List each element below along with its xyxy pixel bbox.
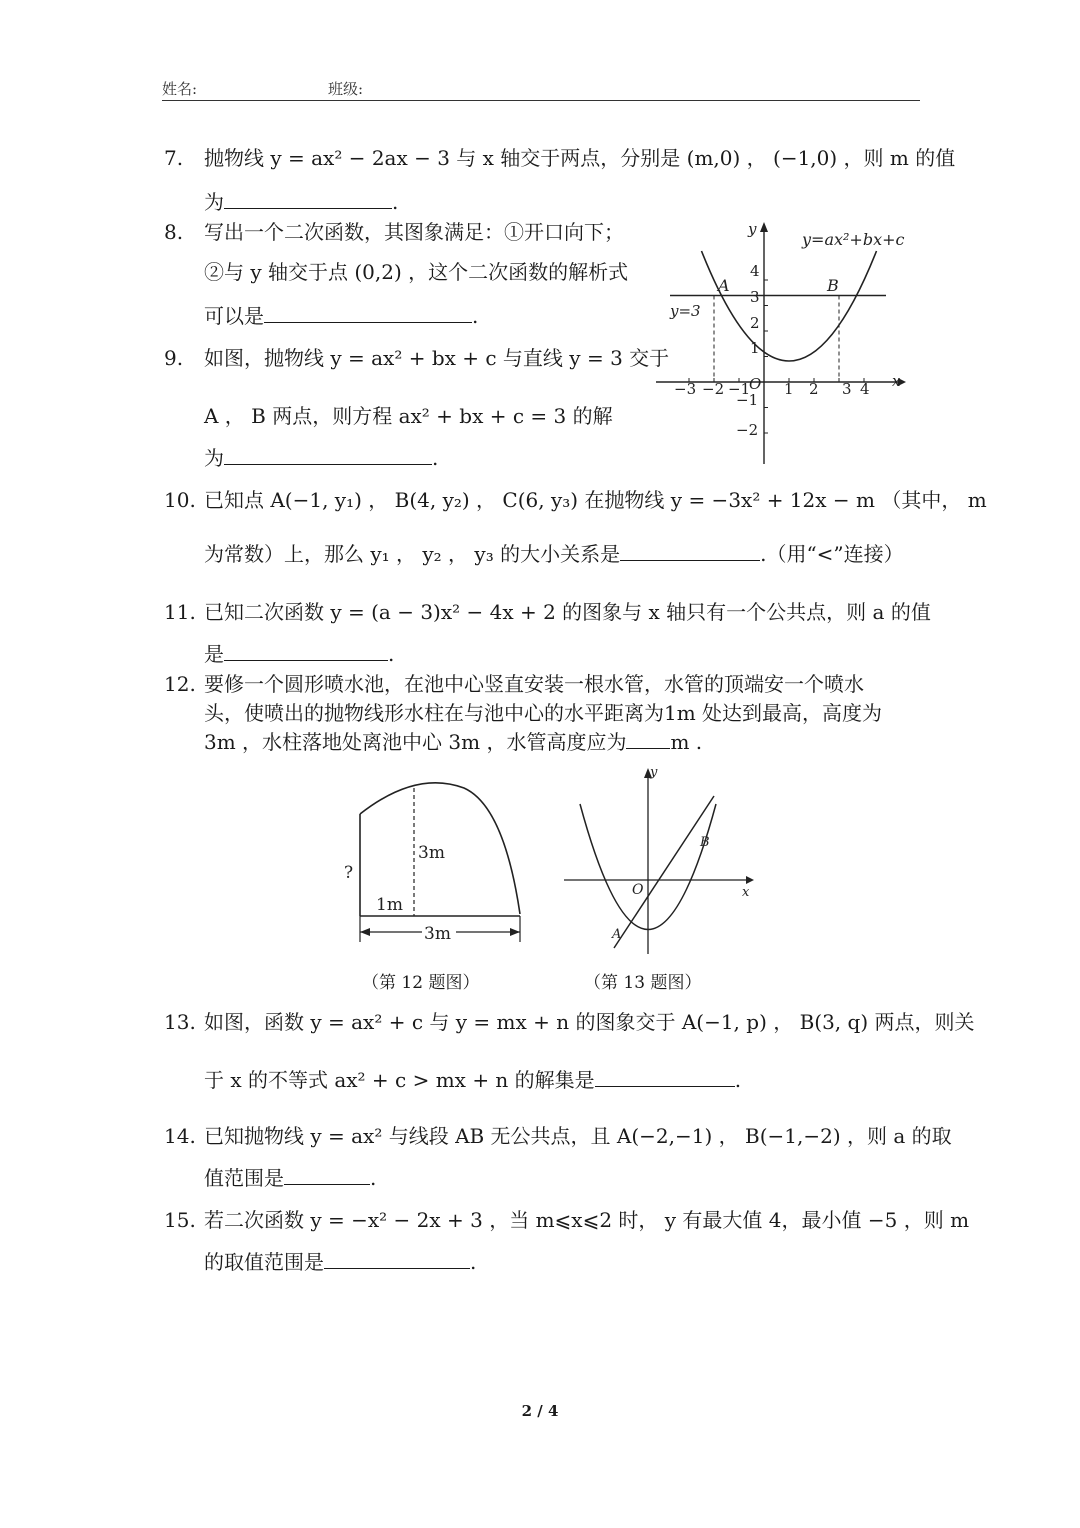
x-tick-label: 3 [842, 380, 852, 398]
x-tick-label: −1 [728, 380, 751, 398]
answer-blank-11[interactable] [224, 640, 388, 661]
question-10-line2: 为常数）上，那么 y₁ ， y₂ ， y₃ 的大小关系是 .（用“<”连接） [204, 542, 904, 566]
point-b-label: B [827, 276, 839, 295]
answer-blank-15[interactable] [324, 1248, 470, 1269]
question-13-number: 13. [164, 1010, 196, 1034]
line-label: y=3 [670, 302, 701, 320]
figure-13-caption: （第 13 题图） [584, 973, 702, 993]
question-14-number: 14. [164, 1124, 196, 1148]
question-8-line3: 可以是 . [204, 304, 479, 328]
answer-blank-9[interactable] [224, 444, 432, 465]
straight-line [614, 796, 714, 948]
question-13-line1: 如图，函数 y = ax² + c 与 y = mx + n 的图象交于 A(−1, p) ， B(3, q) 两点，则关 [204, 1010, 975, 1034]
figure-13-graph [560, 760, 760, 956]
x-tick-label: 2 [809, 380, 819, 398]
question-8-line2: ②与 y 轴交于点 (0,2) ，这个二次函数的解析式 [204, 260, 629, 284]
question-12-line3: 3m ，水柱落地处离池中心 3m ，水管高度应为 m . [204, 730, 703, 754]
y-tick-label: −2 [736, 421, 759, 439]
offset-label: 1m [376, 895, 403, 915]
question-9-line1: 如图，抛物线 y = ax² + bx + c 与直线 y = 3 交于 [204, 346, 670, 370]
answer-blank-8[interactable] [264, 302, 472, 323]
class-label: 班级: [328, 80, 364, 98]
figure-9-graph [652, 218, 924, 468]
x-tick-label: −2 [702, 380, 725, 398]
question-8-line1: 写出一个二次函数，其图象满足：①开口向下； [204, 220, 624, 244]
y-tick-label: 3 [750, 288, 760, 306]
question-7-line2: 为 . [204, 190, 399, 214]
question-7-number: 7. [164, 146, 184, 170]
x-tick-label: 1 [784, 380, 794, 398]
figure-12-caption: （第 12 题图） [362, 973, 480, 993]
parabola-curve [702, 251, 877, 361]
figure-12-fountain [336, 776, 536, 954]
point-a-label: A [612, 927, 622, 942]
y-axis-label: y [650, 765, 658, 780]
question-11-line2: 是 . [204, 642, 395, 666]
question-11-number: 11. [164, 600, 196, 624]
question-12-number: 12. [164, 672, 196, 696]
y-tick-label: 4 [750, 262, 760, 280]
question-15-line2: 的取值范围是 . [204, 1250, 477, 1274]
y-tick-label: 2 [750, 314, 760, 332]
name-label: 姓名: [162, 80, 198, 98]
question-10-number: 10. [164, 488, 196, 512]
x-tick-label: −3 [674, 380, 697, 398]
question-9-line2: A ， B 两点，则方程 ax² + bx + c = 3 的解 [204, 404, 613, 428]
question-13-line2: 于 x 的不等式 ax² + c > mx + n 的解集是 . [204, 1068, 742, 1092]
answer-blank-10[interactable] [620, 540, 760, 561]
y-axis-label: y [748, 220, 757, 238]
question-12-line1: 要修一个圆形喷水池，在池中心竖直安装一根水管，水管的顶端安一个喷水 [204, 672, 864, 696]
question-14-line2: 值范围是 . [204, 1166, 377, 1190]
origin-label: O [632, 882, 644, 898]
point-b-label: B [700, 835, 710, 850]
question-15-line1: 若二次函数 y = −x² − 2x + 3 ，当 m⩽x⩽2 时， y 有最大值 4，最小值 −5 ，则 m [204, 1208, 970, 1232]
question-8-number: 8. [164, 220, 184, 244]
curve-label: y=ax²+bx+c [802, 230, 905, 249]
page-number: 2 / 4 [521, 1402, 559, 1420]
answer-blank-13[interactable] [595, 1066, 735, 1087]
x-tick-label: 4 [860, 380, 870, 398]
point-a-label: A [718, 276, 730, 295]
unknown-label: ? [344, 863, 354, 883]
answer-blank-12[interactable] [626, 728, 670, 749]
width-label: 3m [424, 924, 451, 944]
question-11-line1: 已知二次函数 y = (a − 3)x² − 4x + 2 的图象与 x 轴只有一个公共点，则 a 的值 [204, 600, 931, 624]
answer-blank-14[interactable] [284, 1164, 370, 1185]
answer-blank-7[interactable] [224, 188, 392, 209]
height-label: 3m [418, 843, 445, 863]
origin-label: O [749, 375, 762, 393]
question-7-line1: 抛物线 y = ax² − 2ax − 3 与 x 轴交于两点，分别是 (m,0) ， (−1,0) ，则 m 的值 [204, 146, 956, 170]
question-14-line1: 已知抛物线 y = ax² 与线段 AB 无公共点，且 A(−2,−1) ， B(−1,−2) ，则 a 的取 [204, 1124, 952, 1148]
question-9-line3: 为 . [204, 446, 439, 470]
y-tick-label: −1 [736, 391, 759, 409]
y-tick-label: 1 [750, 339, 760, 357]
page-header [162, 76, 920, 101]
question-12-line2: 头，使喷出的抛物线形水柱在与池中心的水平距离为1m 处达到最高，高度为 [204, 701, 883, 725]
question-9-number: 9. [164, 346, 184, 370]
x-axis-label: x [742, 885, 750, 900]
x-axis-label: x [892, 372, 901, 390]
question-15-number: 15. [164, 1208, 196, 1232]
question-10-line1: 已知点 A(−1, y₁) ， B(4, y₂) ， C(6, y₃) 在抛物线 y = −3x² + 12x − m （其中， m [204, 488, 987, 512]
